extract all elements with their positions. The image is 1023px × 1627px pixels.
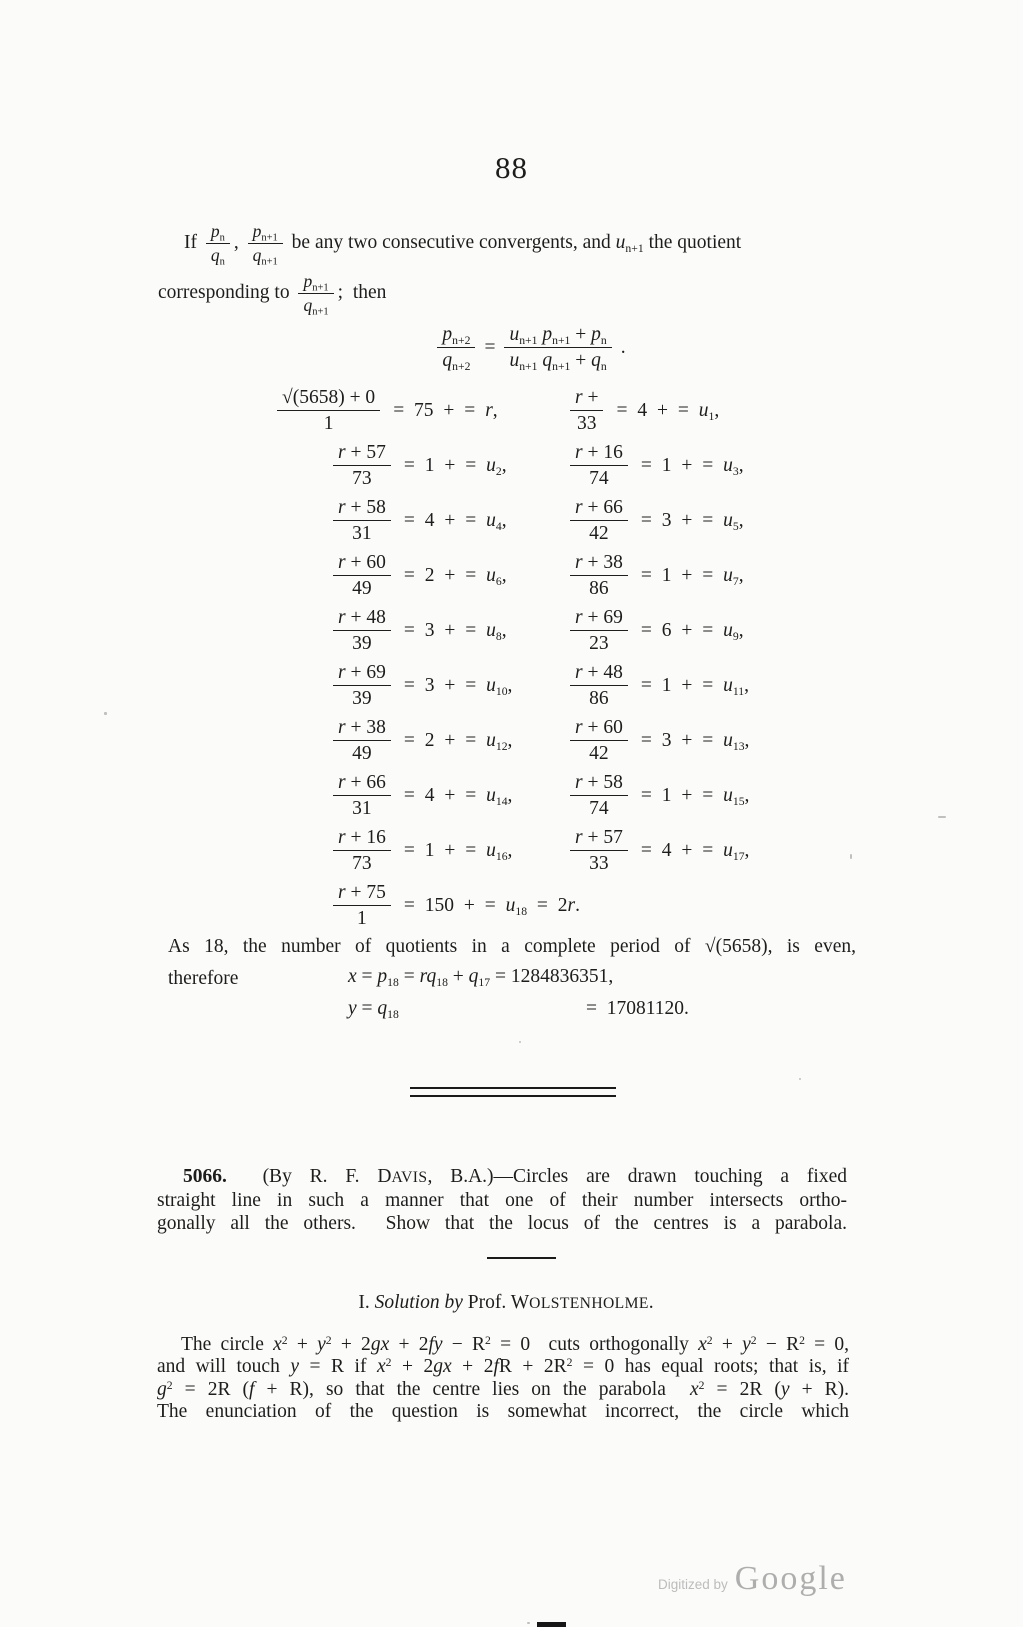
problem-line-2: straight line in such a manner that one of their number intersects ortho- xyxy=(157,1190,847,1212)
intro-line1-text: be any two consecutive convergents, and $u_{n+1}$ the quotient xyxy=(291,231,742,256)
equation-result: = 150 + = $u_{18} = 2r$. xyxy=(403,894,580,918)
equation-result: = 1 + = $u_{16}$, xyxy=(403,839,513,863)
intro-line-2 xyxy=(158,271,864,318)
solution-heading: I. Solution by Prof. WOLSTENHOLME. xyxy=(358,1292,654,1313)
y-equation-value: = 17081120. xyxy=(586,998,689,1019)
table-row xyxy=(0,548,1023,603)
fraction: $\frac{r + 58}{31}$ xyxy=(333,497,391,544)
fraction-rhs: $\frac{u_{n+1} p_{n+1} + p_n}{u_{n+1} q_{n+1} + q_n}$ xyxy=(504,324,611,371)
equation-cell xyxy=(570,387,719,434)
fraction: $\frac{r + 75}{1}$ xyxy=(333,882,391,929)
fraction: $\frac{r + 16}{73}$ xyxy=(333,827,391,874)
fraction: $\frac{r + 16}{74}$ xyxy=(570,442,628,489)
solution-line-1: The circle $x^2 + y^2 + 2gx + 2fy - R^2 = 0$ cuts orthogonally $x^2 + y^2 - R^2 = 0$, xyxy=(181,1334,850,1355)
fraction-pn-qn: $\frac{p_n}{q_n}$ xyxy=(206,222,230,265)
equation-cell xyxy=(333,772,570,819)
fraction: $\frac{r + 60}{49}$ xyxy=(333,552,391,599)
table-row xyxy=(0,713,1023,768)
equation-cell xyxy=(333,827,570,874)
quotient-table xyxy=(0,383,1023,933)
intro-line-1 xyxy=(184,221,864,268)
equation-result: = 4 + = $u_1$, xyxy=(616,399,720,423)
equation-cell xyxy=(333,882,580,929)
fraction: $\frac{r + 66}{42}$ xyxy=(570,497,628,544)
fraction: $\frac{r + 38}{86}$ xyxy=(570,552,628,599)
problem-5066 xyxy=(157,1165,847,1236)
equation-cell xyxy=(277,387,570,434)
fraction: $\frac{r + 66}{31}$ xyxy=(333,772,391,819)
solution-line-3: $g^2 = 2R$ (f + R), so that the centre lies on the parabola $x^2 = 2R$ (y + R). xyxy=(157,1378,850,1400)
single-rule-divider xyxy=(487,1257,556,1259)
therefore-label: therefore xyxy=(168,968,239,989)
scan-speck xyxy=(527,1622,530,1624)
problem-line-3: gonally all the others. Show that the locus of the centres is a parabola. xyxy=(157,1213,847,1235)
equation-result: = 4 + = $u_4$, xyxy=(403,509,507,533)
equation-result: = 3 + = $u_{13}$, xyxy=(640,729,750,753)
equation-period: . xyxy=(620,336,626,358)
problem-line-1: 5066. (By R. F. DAVIS, B.A.)—Circles are drawn touching a fixed xyxy=(183,1166,847,1187)
scan-speck xyxy=(850,854,852,859)
conclusion-sentence: As 18, the number of quotients in a complete period of √(5658), is even, xyxy=(168,936,856,957)
equation-cell xyxy=(333,497,570,544)
fraction: $\frac{r + 48}{39}$ xyxy=(333,607,391,654)
equation-cell xyxy=(570,717,749,764)
equation-cell xyxy=(570,552,744,599)
fraction: $\frac{r + 60}{42}$ xyxy=(570,717,628,764)
intro-paragraph xyxy=(158,221,864,318)
equation-result: = 1 + = $u_2$, xyxy=(403,454,507,478)
fraction: $\frac{√(5658) + 0}{1}$ xyxy=(277,387,380,434)
fraction: $\frac{r + 48}{86}$ xyxy=(570,662,628,709)
equation-cell xyxy=(333,607,570,654)
fraction: $\frac{r + 57}{73}$ xyxy=(333,442,391,489)
fraction: $\frac{r + 38}{49}$ xyxy=(333,717,391,764)
equation-result: = 2 + = $u_6$, xyxy=(403,564,507,588)
x-equation: $x = p_{18} = rq_{18} + q_{17} = 1284836351$, xyxy=(348,966,614,990)
digitized-by-watermark xyxy=(658,1560,847,1598)
table-row xyxy=(0,383,1023,438)
y-equation-left: $y = q_{18}$ xyxy=(348,998,399,1022)
google-logo: Google xyxy=(734,1560,847,1597)
scan-speck xyxy=(519,1041,521,1043)
table-row xyxy=(0,493,1023,548)
intro-if: If xyxy=(184,231,197,253)
solution-line-2: and will touch y = R if $x^2 + 2gx + 2fR + 2R^2 = 0$ has equal roots; that is, if xyxy=(157,1356,850,1378)
equation-result: = 75 + = r, xyxy=(393,399,498,421)
equation-result: = 1 + = $u_{11}$, xyxy=(640,674,749,698)
fraction-lhs: $\frac{p_{n+2}}{q_{n+2}}$ xyxy=(437,324,475,371)
equation-cell xyxy=(570,607,744,654)
equation-cell xyxy=(333,662,570,709)
recurrence-equation xyxy=(20,324,1023,374)
equation-cell xyxy=(333,442,570,489)
equation-result: = 4 + = $u_{17}$, xyxy=(640,839,750,863)
fraction: $\frac{r + 69}{39}$ xyxy=(333,662,391,709)
table-row xyxy=(0,823,1023,878)
page-number: 88 xyxy=(495,150,528,185)
equation-result: = 1 + = $u_3$, xyxy=(640,454,744,478)
equation-cell xyxy=(570,497,744,544)
solution-line-4: The enunciation of the question is somewhat incorrect, the circle which xyxy=(157,1400,849,1422)
equation-result: = 6 + = $u_9$, xyxy=(640,619,744,643)
fraction-pn1-qn1-b: $\frac{p_{n+1}}{q_{n+1}}$ xyxy=(298,272,333,315)
equation-cell xyxy=(333,552,570,599)
equation-cell xyxy=(570,772,749,819)
scan-speck xyxy=(938,816,946,818)
table-row xyxy=(0,768,1023,823)
intro-line2-text: corresponding to xyxy=(158,281,290,303)
scan-speck xyxy=(104,712,107,715)
equation-result: = 1 + = $u_{15}$, xyxy=(640,784,750,808)
intro-then: ; then xyxy=(337,281,387,303)
table-row xyxy=(0,658,1023,713)
equation-result: = 3 + = $u_{10}$, xyxy=(403,674,513,698)
digitized-by-text: Digitized by xyxy=(658,1576,728,1592)
table-row xyxy=(0,438,1023,493)
equals-sign: = xyxy=(484,336,496,358)
fraction: $\frac{r +}{33}$ xyxy=(570,387,603,434)
equation-result: = 3 + = $u_5$, xyxy=(640,509,744,533)
table-row xyxy=(0,878,1023,933)
scan-artifact-bar xyxy=(537,1622,566,1627)
fraction: $\frac{r + 57}{33}$ xyxy=(570,827,628,874)
equation-result: = 2 + = $u_{12}$, xyxy=(403,729,513,753)
intro-comma: , xyxy=(233,231,239,253)
equation-cell xyxy=(570,662,749,709)
fraction: $\frac{r + 69}{23}$ xyxy=(570,607,628,654)
equation-cell xyxy=(333,717,570,764)
fraction-pn1-qn1: $\frac{p_{n+1}}{q_{n+1}}$ xyxy=(248,222,283,265)
equation-result: = 1 + = $u_7$, xyxy=(640,564,744,588)
fraction: $\frac{r + 58}{74}$ xyxy=(570,772,628,819)
equation-result: = 4 + = $u_{14}$, xyxy=(403,784,513,808)
solution-paragraph xyxy=(157,1334,849,1423)
scan-speck xyxy=(799,1078,801,1080)
equation-result: = 3 + = $u_8$, xyxy=(403,619,507,643)
equation-cell xyxy=(570,442,744,489)
table-row xyxy=(0,603,1023,658)
equation-cell xyxy=(570,827,749,874)
double-rule-divider xyxy=(410,1087,616,1097)
